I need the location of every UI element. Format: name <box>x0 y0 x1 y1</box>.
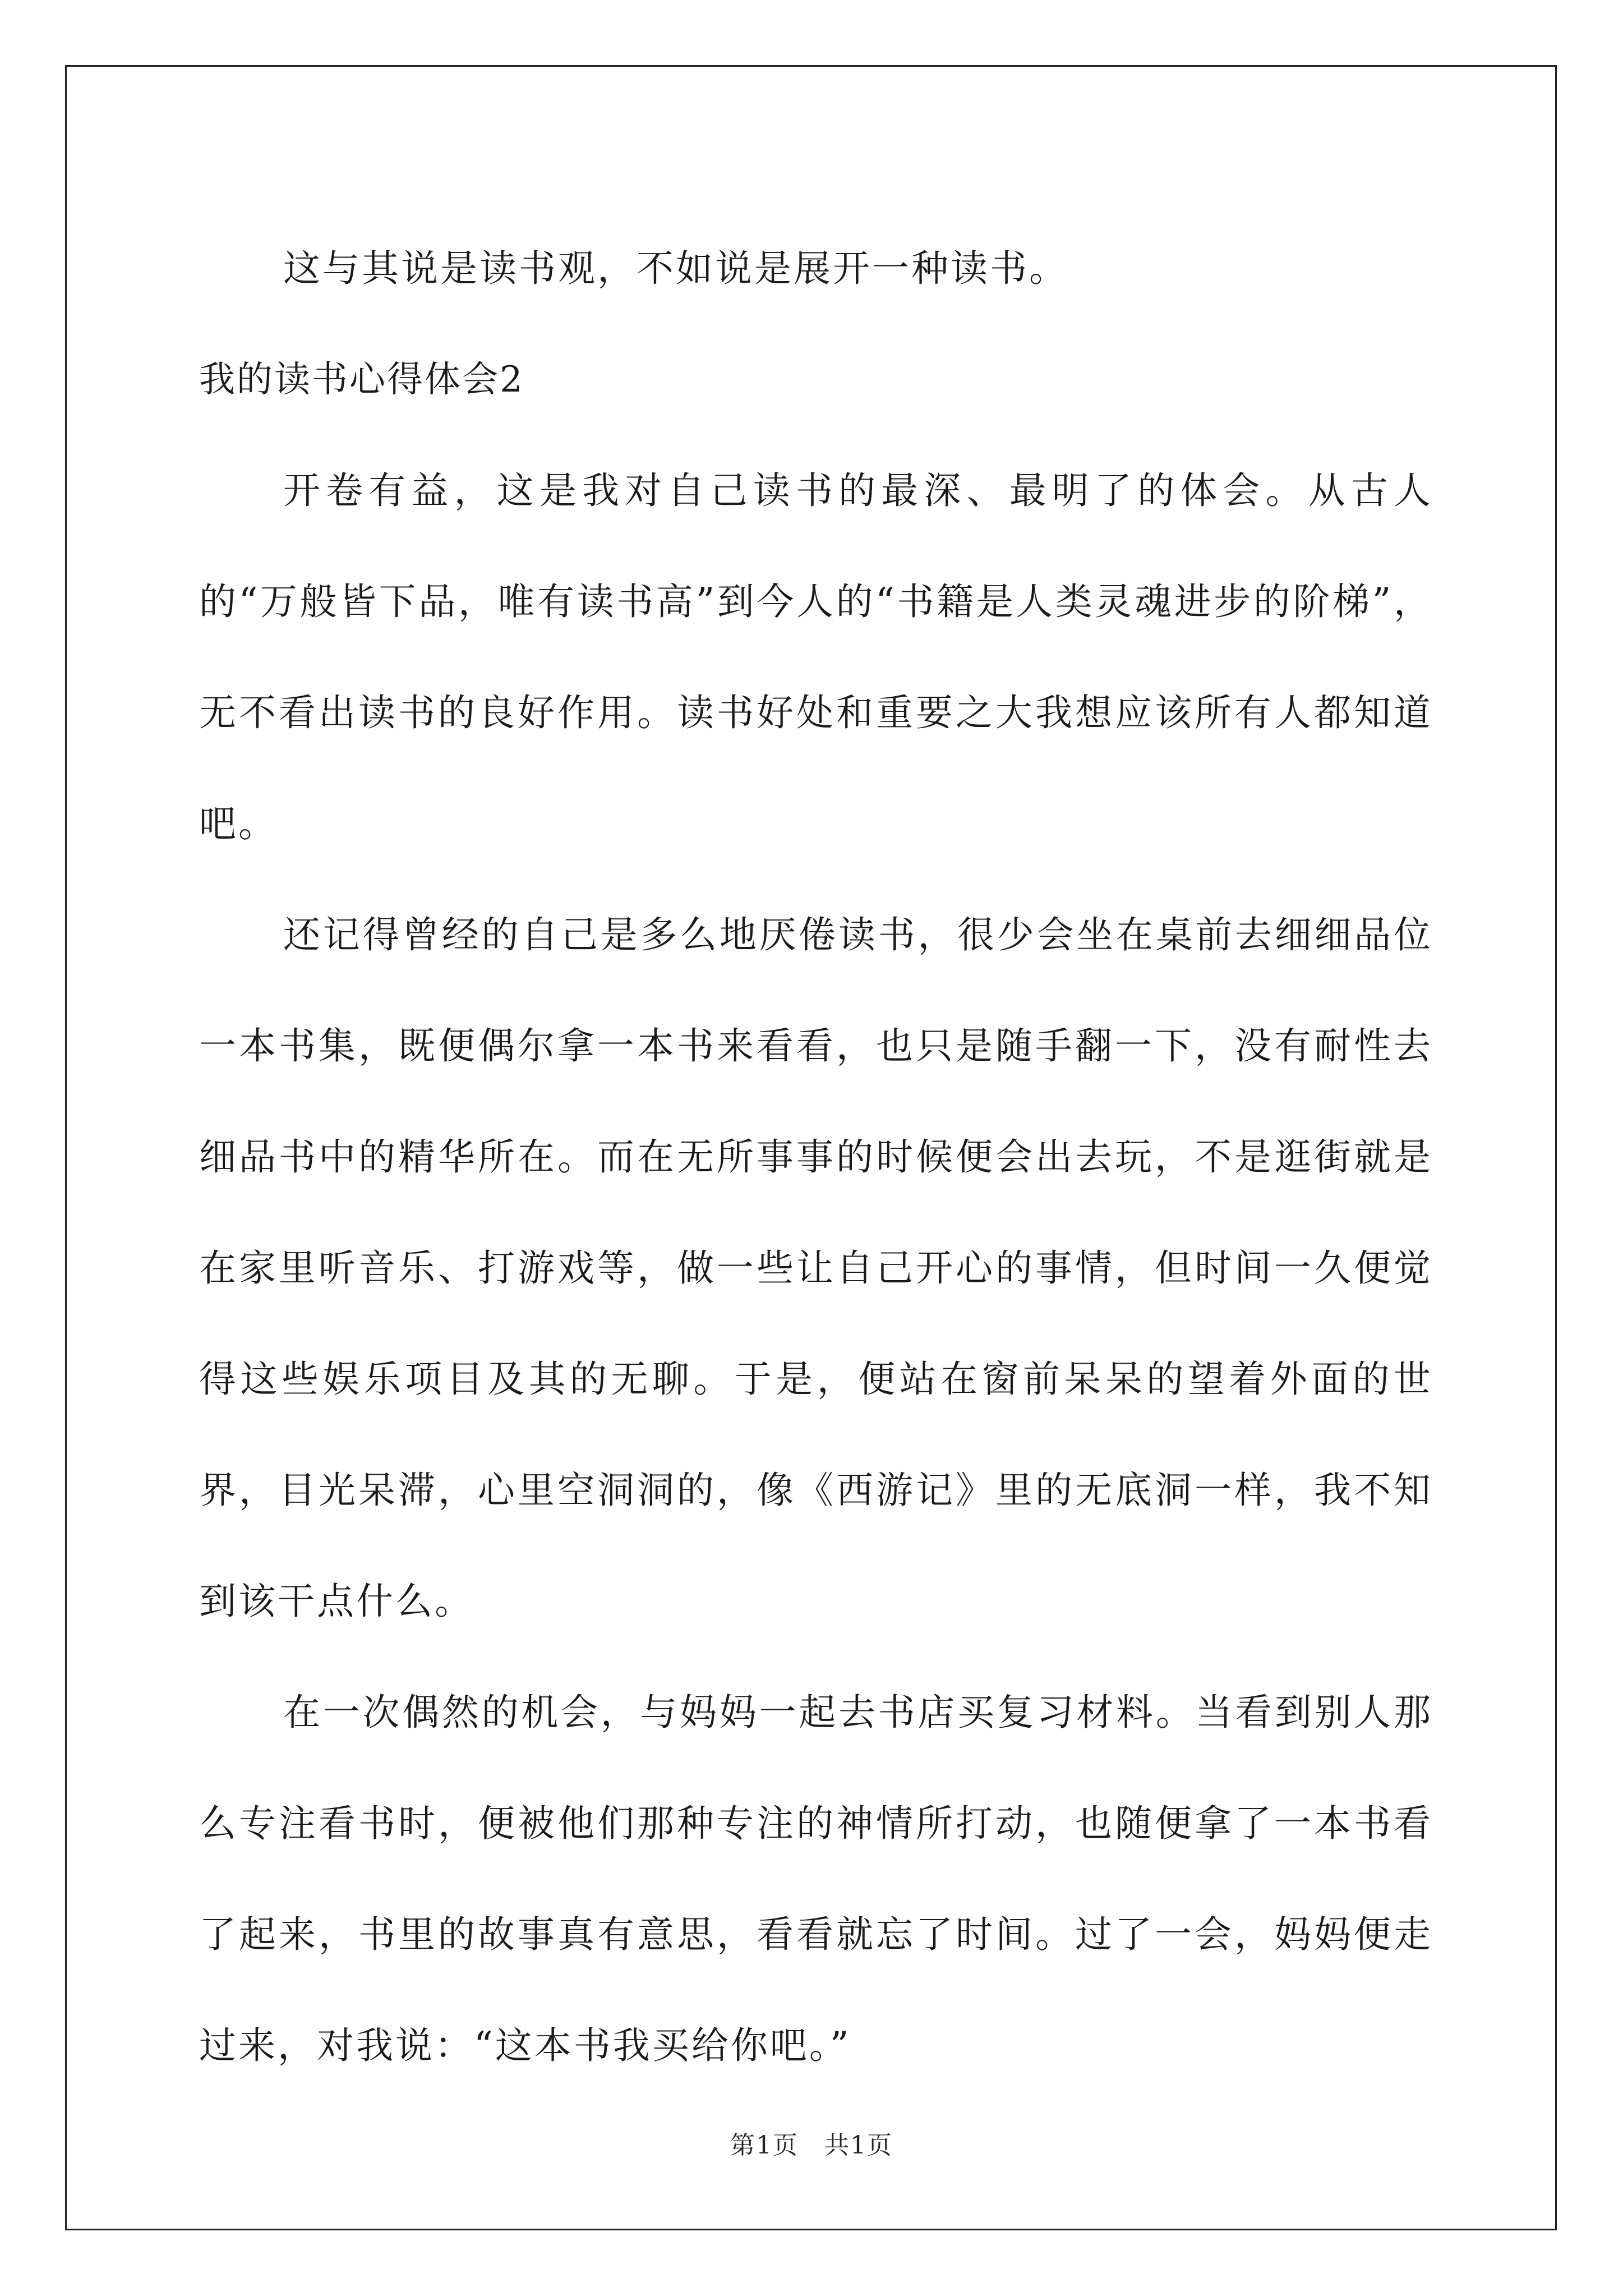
paragraph-2: 还记得曾经的自己是多么地厌倦读书，很少会坐在桌前去细细品位一本书集，既便偶尔拿一本书来看看，也只是随手翻一下，没有耐性去细品书中的精华所在。而在无所事事的时候便会出去玩，不是逛街就是在家里听音乐、打游戏等，做一些让自己开心的事情，但时间一久便觉得这些娱乐项目及其的无聊。于是，便站在窗前呆呆的望着外面的世界，目光呆滞，心里空洞洞的，像《西游记》里的无底洞一样，我不知到该干点什么。 <box>199 913 1433 1623</box>
paragraph-3: 在一次偶然的机会，与妈妈一起去书店买复习材料。当看到别人那么专注看书时，便被他们那种专注的神情所打动，也随便拿了一本书看了起来，书里的故事真有意思，看看就忘了时间。过了一会，妈妈便走过来，对我说：“这本书我买给你吧。” <box>199 1691 1433 2067</box>
page-number-footer: 第1页 共1页 <box>730 2131 893 2160</box>
paragraph-intro-closing: 这与其说是读书观，不如说是展开一种读书。 <box>283 247 1068 290</box>
section-heading: 我的读书心得体会2 <box>199 359 524 401</box>
paragraph-1: 开卷有益，这是我对自己读书的最深、最明了的体会。从古人的“万般皆下品，唯有读书高”到今人的“书籍是人类灵魂进步的阶梯”，无不看出读书的良好作用。读书好处和重要之大我想应该所有人都知道吧。 <box>199 469 1433 845</box>
document-body <box>199 213 1433 2101</box>
